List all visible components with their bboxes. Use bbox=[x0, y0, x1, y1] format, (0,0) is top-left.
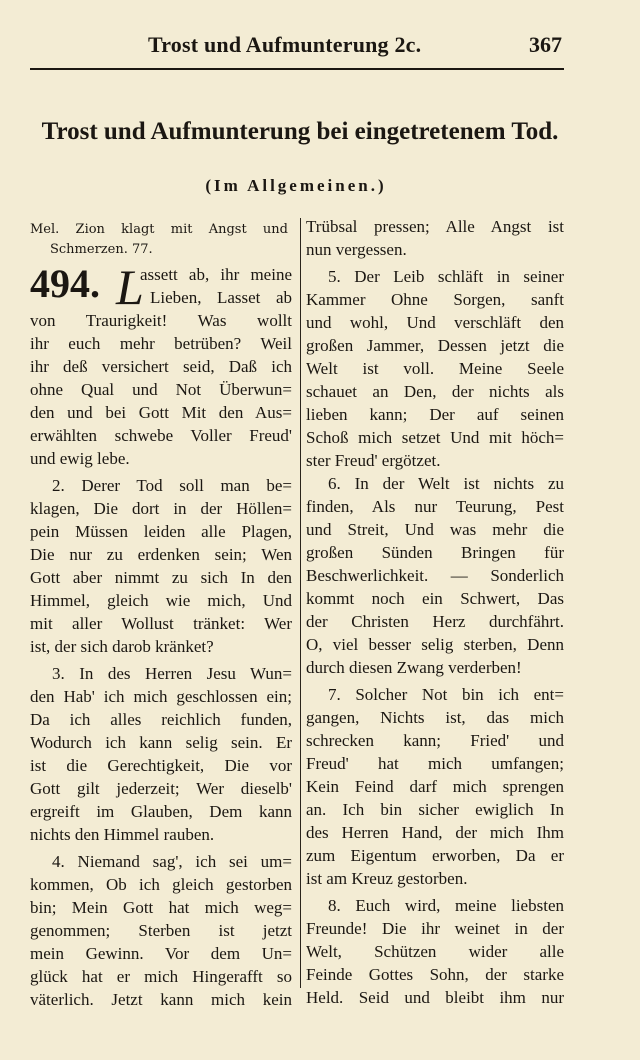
page-number: 367 bbox=[529, 32, 562, 57]
right-line: großen Sünden Bringen für bbox=[306, 543, 564, 562]
left-line: erwählten schwebe Voller Freud' bbox=[30, 426, 292, 445]
right-line: 5. Der Leib schläft in seiner bbox=[328, 267, 564, 286]
right-line: der Christen Herz durchfährt. bbox=[306, 612, 564, 631]
right-line: Freud' hat mich umfangen; bbox=[306, 754, 564, 773]
right-line: durch diesen Zwang verderben! bbox=[306, 658, 522, 677]
left-line: nichts den Himmel rauben. bbox=[30, 825, 215, 844]
left-line: Gott gilt jederzeit; Wer dieselb' bbox=[30, 779, 292, 798]
section-subtitle: (Im Allgemeinen.) bbox=[205, 176, 387, 195]
right-line: Feinde Gottes Sohn, der starke bbox=[306, 965, 564, 984]
left-line: 3. In des Herren Jesu Wun= bbox=[52, 664, 292, 683]
left-line: von Traurigkeit! Was wollt bbox=[30, 311, 292, 330]
right-line: Schoß mich setzet Und mit höch= bbox=[306, 428, 564, 447]
left-line: ergreift im Glauben, Dem kann bbox=[30, 802, 292, 821]
right-line: Held. Seid und bleibt ihm nur bbox=[306, 988, 564, 1007]
left-line: glück hat er mich Hingerafft so bbox=[30, 967, 292, 986]
right-line: kommt noch ein Schwert, Das bbox=[306, 589, 564, 608]
left-line: mit aller Wollust tränket: Wer bbox=[30, 614, 292, 633]
right-line: Kammer Ohne Sorgen, sanft bbox=[306, 290, 564, 309]
right-line: schrecken kann; Fried' und bbox=[306, 731, 564, 750]
left-line: Wodurch ich kann selig sein. Er bbox=[30, 733, 292, 752]
left-line: ist, der sich darob kränket? bbox=[30, 637, 214, 656]
header-rule bbox=[30, 68, 564, 70]
left-line: ihr euch mehr betrüben? Weil bbox=[30, 334, 292, 353]
right-line: Beschwerlichkeit. — Sonderlich bbox=[306, 566, 564, 585]
right-line: ster Freud' ergötzet. bbox=[306, 451, 441, 470]
right-line: schauet an Den, der nichts als bbox=[306, 382, 564, 401]
left-line: genommen; Sterben ist jetzt bbox=[30, 921, 292, 940]
right-line: 8. Euch wird, meine liebsten bbox=[328, 896, 564, 915]
right-line: Freunde! Die ihr weinet in der bbox=[306, 919, 564, 938]
right-line: und wohl, Und verschläft den bbox=[306, 313, 564, 332]
right-line: nun vergessen. bbox=[306, 240, 407, 259]
right-line: gangen, Nichts ist, das mich bbox=[306, 708, 564, 727]
right-line: und Streit, Und was mehr die bbox=[306, 520, 564, 539]
running-title: Trost und Aufmunterung 2c. bbox=[148, 32, 422, 57]
right-line: zum Eigentum erworben, Da er bbox=[306, 846, 564, 865]
left-line: Lieben, Lasset ab bbox=[150, 288, 292, 307]
right-line: O, viel besser selig sterben, Denn bbox=[306, 635, 564, 654]
left-line: ist die Gerechtigkeit, Die vor bbox=[30, 756, 292, 775]
right-line: großen Jammer, Dessen jetzt die bbox=[306, 336, 564, 355]
left-line: Die nur zu erdenken sein; Wen bbox=[30, 545, 292, 564]
melody-line-1: Mel. Zion klagt mit Angst und bbox=[30, 222, 288, 237]
right-line: lieben kann; Der auf seinen bbox=[306, 405, 564, 424]
left-line: klagen, Die dort in der Höllen= bbox=[30, 499, 292, 518]
left-line: und ewig lebe. bbox=[30, 449, 130, 468]
hymn-section-title: Trost und Aufmunterung bei eingetretenem Tod. bbox=[41, 118, 559, 145]
left-line: ohne Qual und Not Überwun= bbox=[30, 380, 292, 399]
right-line: Welt, Schützen wider alle bbox=[306, 942, 564, 961]
hymn-number: 494. bbox=[30, 261, 100, 306]
right-line: Kein Feind darf mich sprengen bbox=[306, 777, 564, 796]
column-divider bbox=[300, 218, 301, 988]
left-line: assett ab, ihr meine bbox=[140, 265, 292, 284]
left-line: ihr deß versichert seid, Daß ich bbox=[30, 357, 292, 376]
left-line: Gott aber nimmt zu sich In den bbox=[30, 568, 292, 587]
left-line: mein Gewinn. Vor dem Un= bbox=[30, 944, 292, 963]
right-line: Trübsal pressen; Alle Angst ist bbox=[306, 217, 564, 236]
right-line: ist am Kreuz gestorben. bbox=[306, 869, 468, 888]
left-line: Himmel, gleich wie mich, Und bbox=[30, 591, 292, 610]
left-line: kommen, Ob ich gleich gestorben bbox=[30, 875, 292, 894]
left-line: pein Müssen leiden alle Plagen, bbox=[30, 522, 292, 541]
left-line: den Hab' ich mich geschlossen ein; bbox=[30, 687, 292, 706]
left-line: 2. Derer Tod soll man be= bbox=[52, 476, 292, 495]
melody-line-2: Schmerzen. 77. bbox=[50, 242, 153, 257]
left-line: den und bei Gott Mit den Aus= bbox=[30, 403, 292, 422]
right-line: finden, Als nur Teurung, Pest bbox=[306, 497, 564, 516]
running-head bbox=[30, 30, 564, 66]
left-line: Da ich alles reichlich funden, bbox=[30, 710, 292, 729]
left-line: väterlich. Jetzt kann mich kein bbox=[30, 990, 292, 1009]
right-line: des Herren Hand, der mich Ihm bbox=[306, 823, 564, 842]
right-line: 6. In der Welt ist nichts zu bbox=[328, 474, 564, 493]
drop-cap: L bbox=[116, 259, 144, 315]
left-line: bin; Mein Gott hat mich weg= bbox=[30, 898, 292, 917]
left-line: 4. Niemand sag', ich sei um= bbox=[52, 852, 292, 871]
right-line: Welt ist voll. Meine Seele bbox=[306, 359, 564, 378]
right-line: 7. Solcher Not bin ich ent= bbox=[328, 685, 564, 704]
right-line: an. Ich bin sicher ewiglich In bbox=[306, 800, 564, 819]
